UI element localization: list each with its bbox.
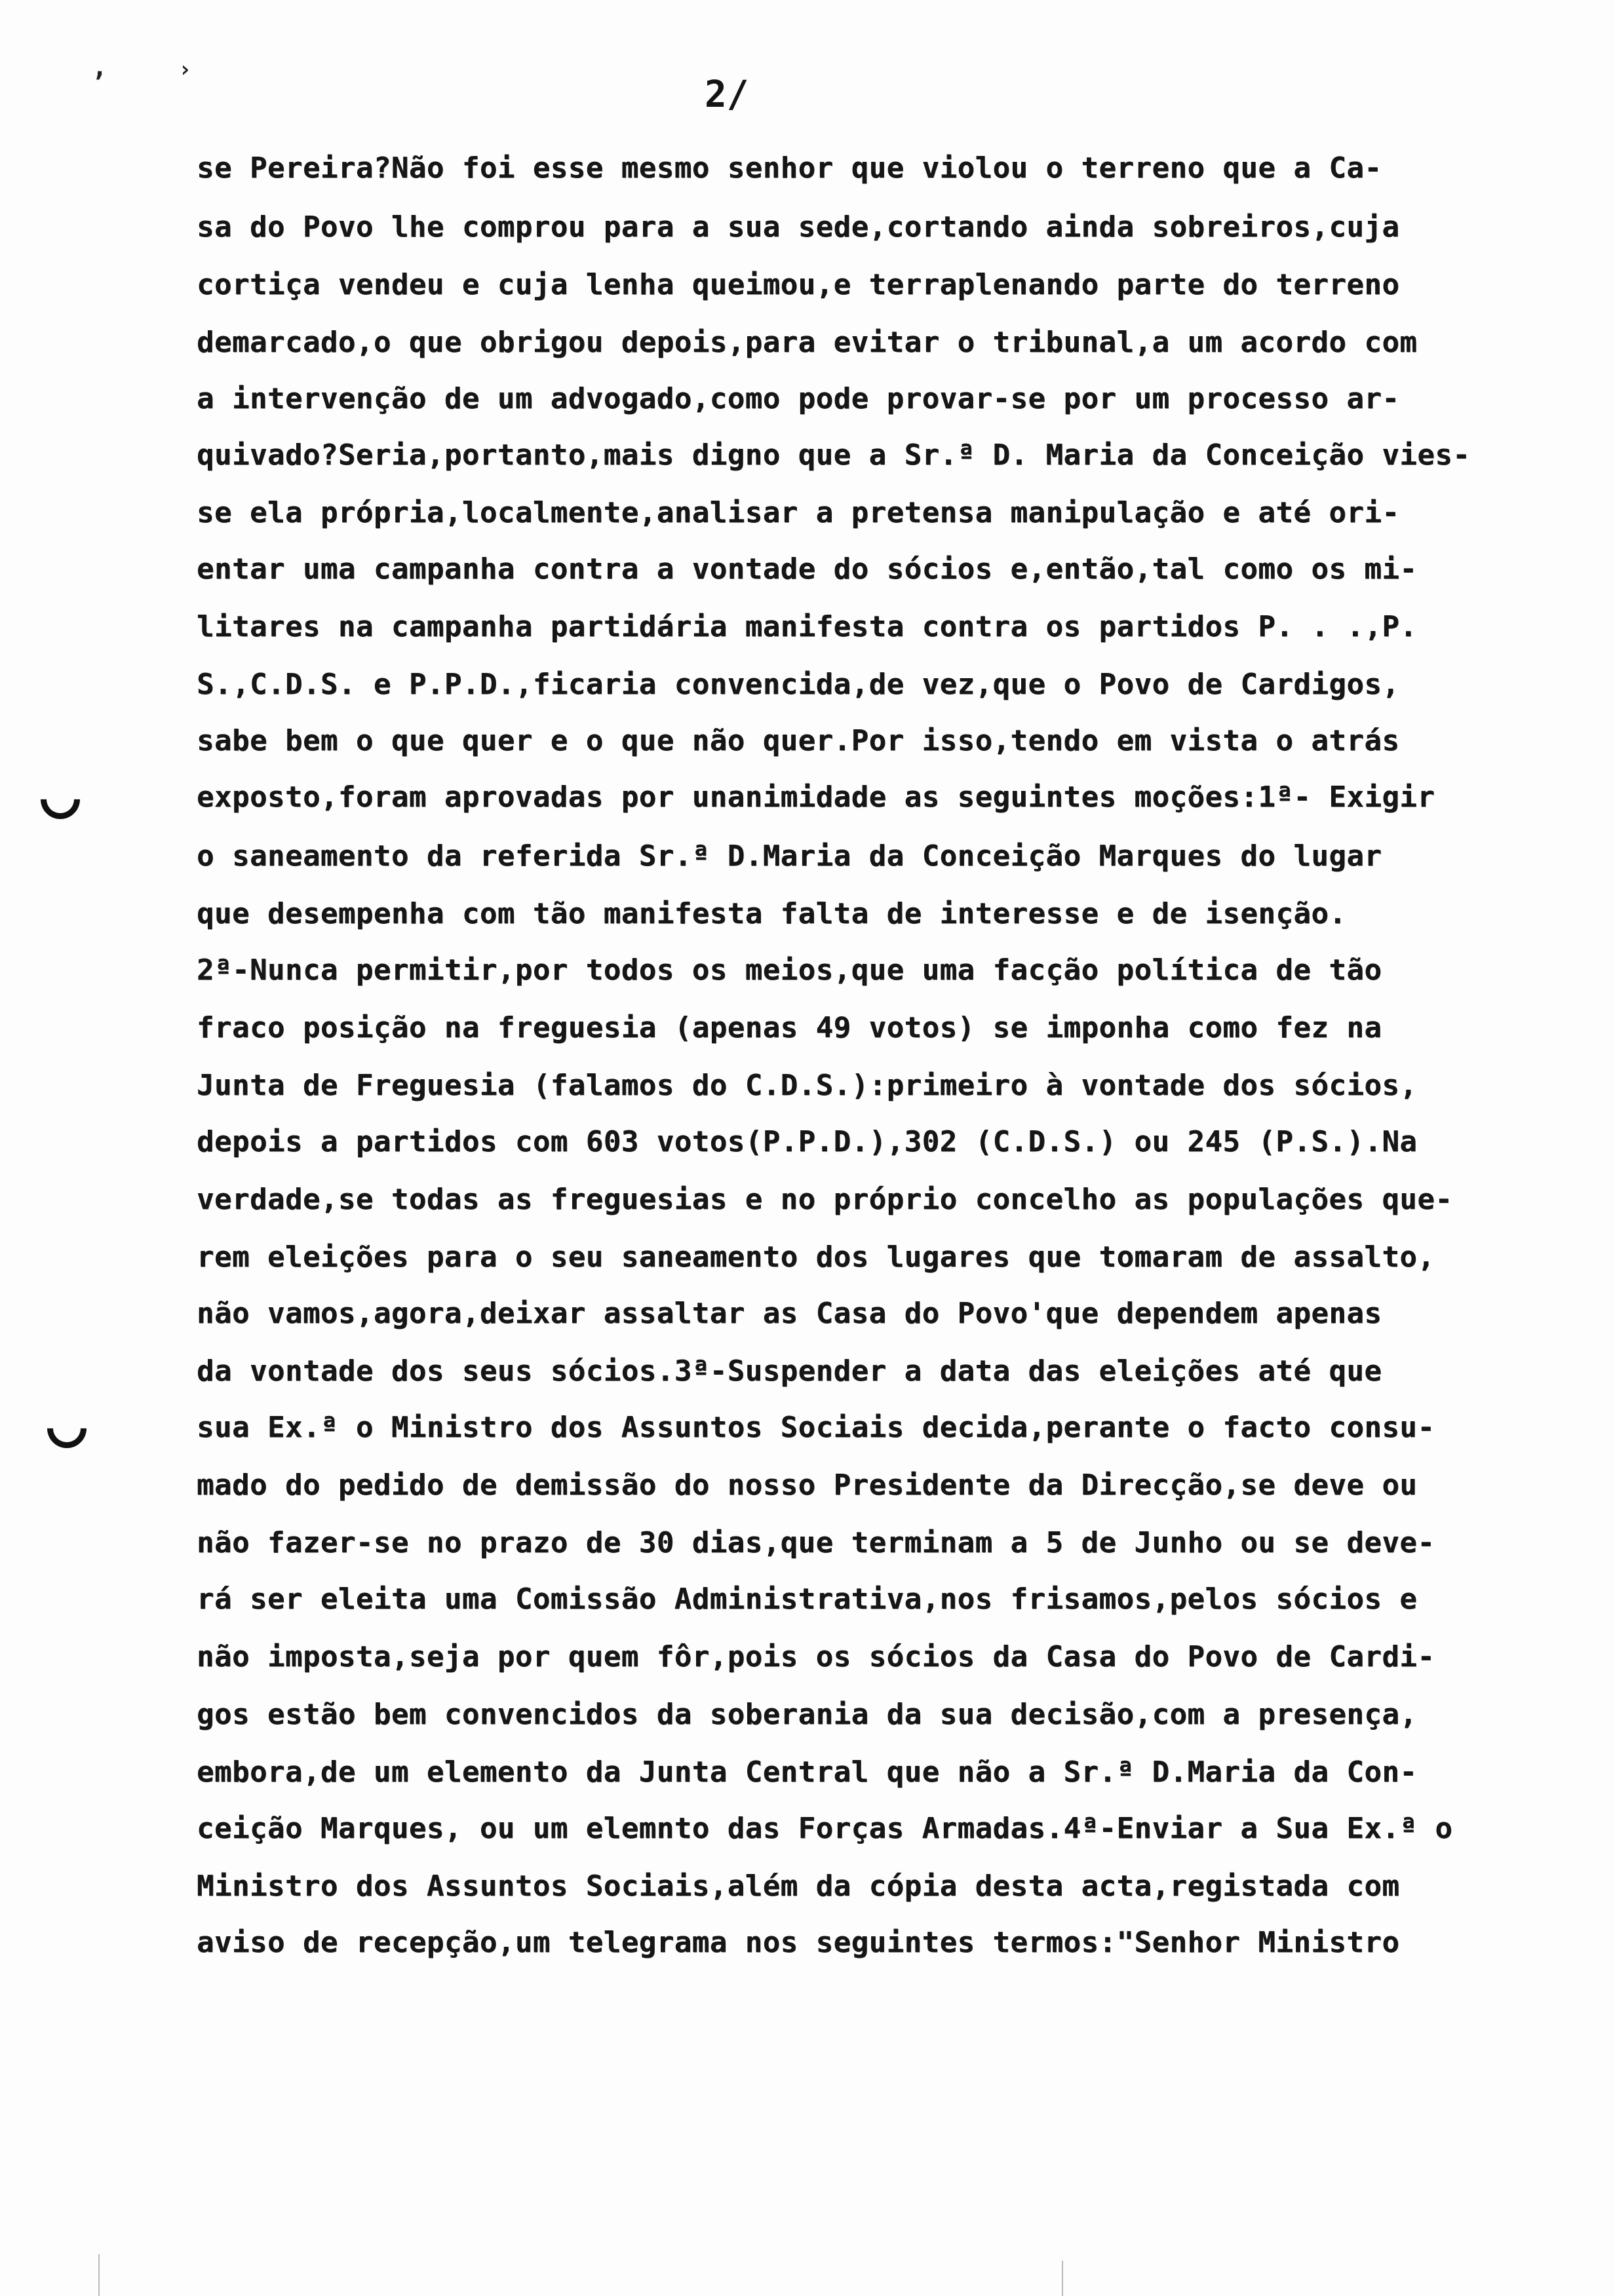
- body-line: sa do Povo lhe comprou para a sua sede,cortando ainda sobreiros,cuja: [197, 210, 1400, 244]
- body-line: entar uma campanha contra a vontade do sócios e,então,tal como os mi-: [197, 552, 1418, 586]
- body-line: cortiça vendeu e cuja lenha queimou,e terraplenando parte do terreno: [197, 268, 1400, 301]
- scan-edge-line: [98, 2254, 100, 2296]
- body-line: rá ser eleita uma Comissão Administrativa,nos frisamos,pelos sócios e: [197, 1582, 1418, 1616]
- punch-hole-icon: [33, 772, 88, 828]
- body-line: que desempenha com tão manifesta falta de interesse e de isenção.: [197, 897, 1347, 930]
- body-line: se ela própria,localmente,analisar a pretensa manipulação e até ori-: [197, 496, 1400, 529]
- body-line: aviso de recepção,um telegrama nos seguintes termos:"Senhor Ministro: [197, 1926, 1400, 1959]
- body-line: não imposta,seja por quem fôr,pois os sócios da Casa do Povo de Cardi-: [197, 1640, 1435, 1674]
- body-line: se Pereira?Não foi esse mesmo senhor que violou o terreno que a Ca-: [197, 151, 1382, 185]
- body-line: Junta de Freguesia (falamos do C.D.S.):primeiro à vontade dos sócios,: [197, 1069, 1418, 1102]
- body-line: ceição Marques, ou um elemnto das Forças Armadas.4ª-Enviar a Sua Ex.ª o: [197, 1812, 1453, 1845]
- body-line: depois a partidos com 603 votos(P.P.D.),302 (C.D.S.) ou 245 (P.S.).Na: [197, 1125, 1418, 1158]
- body-line: a intervenção de um advogado,como pode provar-se por um processo ar-: [197, 382, 1400, 415]
- body-line: Ministro dos Assuntos Sociais,além da cópia desta acta,registada com: [197, 1869, 1400, 1903]
- body-line: verdade,se todas as freguesias e no próprio concelho as populações que-: [197, 1183, 1453, 1216]
- body-line: S.,C.D.S. e P.P.D.,ficaria convencida,de vez,que o Povo de Cardigos,: [197, 668, 1400, 701]
- scan-edge-line: [1062, 2261, 1063, 2296]
- body-line: não vamos,agora,deixar assaltar as Casa do Povo'que dependem apenas: [197, 1297, 1382, 1330]
- body-line: demarcado,o que obrigou depois,para evitar o tribunal,a um acordo com: [197, 326, 1418, 359]
- body-line: embora,de um elemento da Junta Central que não a Sr.ª D.Maria da Con-: [197, 1755, 1418, 1789]
- corner-mark-right: ›: [178, 56, 192, 83]
- body-line: quivado?Seria,portanto,mais digno que a Sr.ª D. Maria da Conceição vies-: [197, 438, 1471, 472]
- body-line: 2ª-Nunca permitir,por todos os meios,que uma facção política de tão: [197, 953, 1382, 987]
- body-line: rem eleições para o seu saneamento dos lugares que tomaram de assalto,: [197, 1240, 1435, 1274]
- body-line: fraco posição na freguesia (apenas 49 votos) se imponha como fez na: [197, 1011, 1382, 1044]
- body-line: gos estão bem convencidos da soberania da sua decisão,com a presença,: [197, 1698, 1418, 1731]
- punch-hole-icon: [39, 1401, 95, 1457]
- body-line: exposto,foram aprovadas por unanimidade as seguintes moções:1ª- Exigir: [197, 780, 1435, 814]
- body-line: mado do pedido de demissão do nosso Presidente da Direcção,se deve ou: [197, 1468, 1418, 1502]
- corner-mark-left: ,: [92, 52, 108, 83]
- page-number: 2/: [705, 73, 749, 116]
- body-line: sua Ex.ª o Ministro dos Assuntos Sociais decida,perante o facto consu-: [197, 1411, 1435, 1444]
- body-line: da vontade dos seus sócios.3ª-Suspender a data das eleições até que: [197, 1354, 1382, 1388]
- body-line: litares na campanha partidária manifesta contra os partidos P. . .,P.: [197, 610, 1418, 643]
- body-line: sabe bem o que quer e o que não quer.Por isso,tendo em vista o atrás: [197, 724, 1400, 757]
- body-line: o saneamento da referida Sr.ª D.Maria da Conceição Marques do lugar: [197, 839, 1382, 873]
- body-line: não fazer-se no prazo de 30 dias,que terminam a 5 de Junho ou se deve-: [197, 1526, 1435, 1559]
